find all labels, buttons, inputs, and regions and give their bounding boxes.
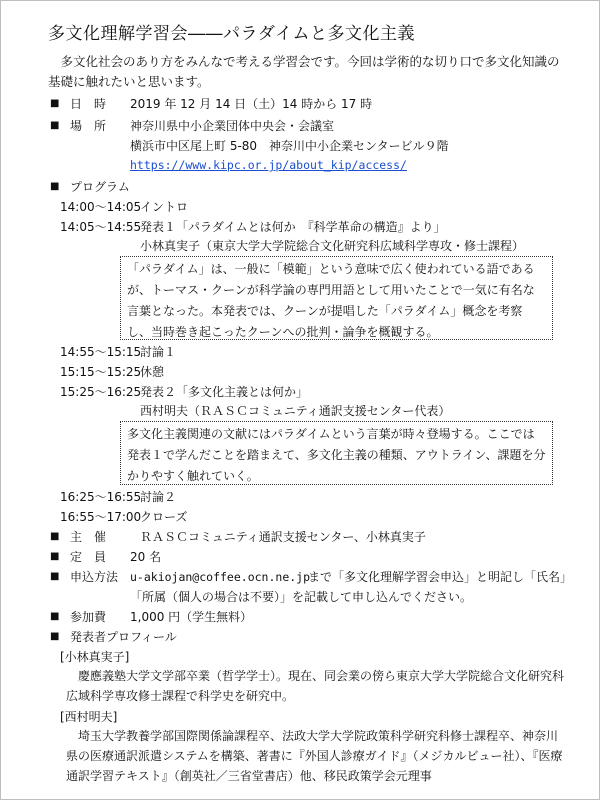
profiles-label: 発表者プロフィール — [70, 630, 177, 644]
venue-address: 横浜市中区尾上町 5-80 神奈川中小企業センタービル９階 — [130, 139, 449, 153]
bullet-icon: ■ — [50, 120, 60, 131]
date-value: 2019 年 12 月 14 日（土）14 時から 17 時 — [130, 97, 373, 111]
program-speaker: 小林真実子（東京大学大学院総合文化研究科広域科学専攻・修士課程） — [140, 239, 525, 253]
bullet-icon: ■ — [50, 571, 60, 582]
fee-label: 参加費 — [70, 610, 107, 624]
program-title: 休憩 — [140, 365, 165, 379]
program-time: 15:25～16:25 — [60, 385, 142, 399]
bullet-icon: ■ — [50, 98, 60, 109]
capacity-label: 定 員 — [70, 550, 107, 564]
program-time: 15:15～15:25 — [60, 365, 142, 379]
program-time: 14:05～14:55 — [60, 220, 142, 234]
venue-access-link[interactable]: https://www.kipc.or.jp/about_kip/access/ — [130, 158, 407, 172]
program-title: イントロ — [140, 200, 189, 214]
abstract-box-1: 「パラダイム」は、一般に「模範」という意味で広く使われている語であるが、トーマス・クーンが科学論の専門用語として用いたことで一気に有名な言葉となった。本発表では、クーンが提唱した「パラダイム」概念を考察し、当時巻き起こったクーンへの批判・論争を概観する。 — [120, 256, 553, 340]
profile-text-2: 埼玉大学教養学部国際関係論課程卒、法政大学大学院政策科学研究科修士課程卒、神奈川県の医療通訳派遣システムを構築、著書に『外国人診療ガイド』（メジカルビュー社）、『医療通訳学習テキスト』（創英社／三省堂書店）他、移民政策学会元理事 — [66, 729, 563, 783]
apply-instruction-1: まで「多文化理解学習会申込」と明記し「氏名」 — [308, 570, 573, 584]
program-time: 14:55～15:15 — [60, 345, 142, 359]
program-time: 14:00～14:05 — [60, 200, 142, 214]
program-label: プログラム — [70, 180, 130, 194]
bullet-icon: ■ — [50, 551, 60, 562]
document-title: 多文化理解学習会――パラダイムと多文化主義 — [48, 24, 415, 44]
program-speaker: 西村明夫（ＲＡＳＣコミュニティ通訳支援センター代表） — [140, 404, 451, 418]
organizer-label: 主 催 — [70, 530, 107, 544]
venue-name: 神奈川県中小企業団体中央会・会議室 — [130, 119, 335, 133]
program-title: 発表２「多文化主義とは何か」 — [140, 385, 309, 399]
profile-text-1: 慶應義塾大学文学部卒業（哲学学士）。現在、同会業の傍ら東京大学大学院総合文化研究科広域科学専攻修士課程で科学史を研究中。 — [66, 669, 565, 703]
organizer-value: ＲＡＳＣコミュニティ通訳支援センター、小林真実子 — [140, 530, 426, 544]
apply-email[interactable]: u-akiojan@coffee.ocn.ne.jp — [130, 570, 311, 584]
bullet-icon: ■ — [50, 531, 60, 542]
intro-paragraph: 多文化社会のあり方をみんなで考える学習会です。今回は学術的な切り口で多文化知識の基礎に触れたいと思います。 — [48, 54, 560, 89]
venue-label: 場 所 — [70, 119, 107, 133]
program-title: 討論２ — [140, 490, 177, 504]
program-title: 討論１ — [140, 345, 177, 359]
program-title: クローズ — [140, 510, 188, 524]
apply-label: 申込方法 — [70, 570, 119, 584]
profile-name-1: [小林真実子] — [60, 650, 130, 664]
bullet-icon: ■ — [50, 181, 60, 192]
program-title: 発表１「パラダイムとは何か 『科学革命の構造』より」 — [140, 220, 446, 234]
abstract-box-2: 多文化主義関連の文献にはパラダイムという言葉が時々登場する。ここでは発表１で学んだことを踏まえて、多文化主義の種類、アウトライン、課題を分かりやすく触れていく。 — [120, 421, 553, 485]
bullet-icon: ■ — [50, 631, 60, 642]
profile-name-2: [西村明夫] — [60, 710, 118, 724]
bullet-icon: ■ — [50, 611, 60, 622]
fee-value: 1,000 円（学生無料） — [130, 610, 253, 624]
program-time: 16:25～16:55 — [60, 490, 142, 504]
capacity-value: 20 名 — [130, 550, 162, 564]
date-label: 日 時 — [70, 97, 107, 111]
apply-instruction-2: 「所属（個人の場合は不要）」を記載して申し込んでください。 — [130, 590, 473, 604]
program-time: 16:55～17:00 — [60, 510, 142, 524]
